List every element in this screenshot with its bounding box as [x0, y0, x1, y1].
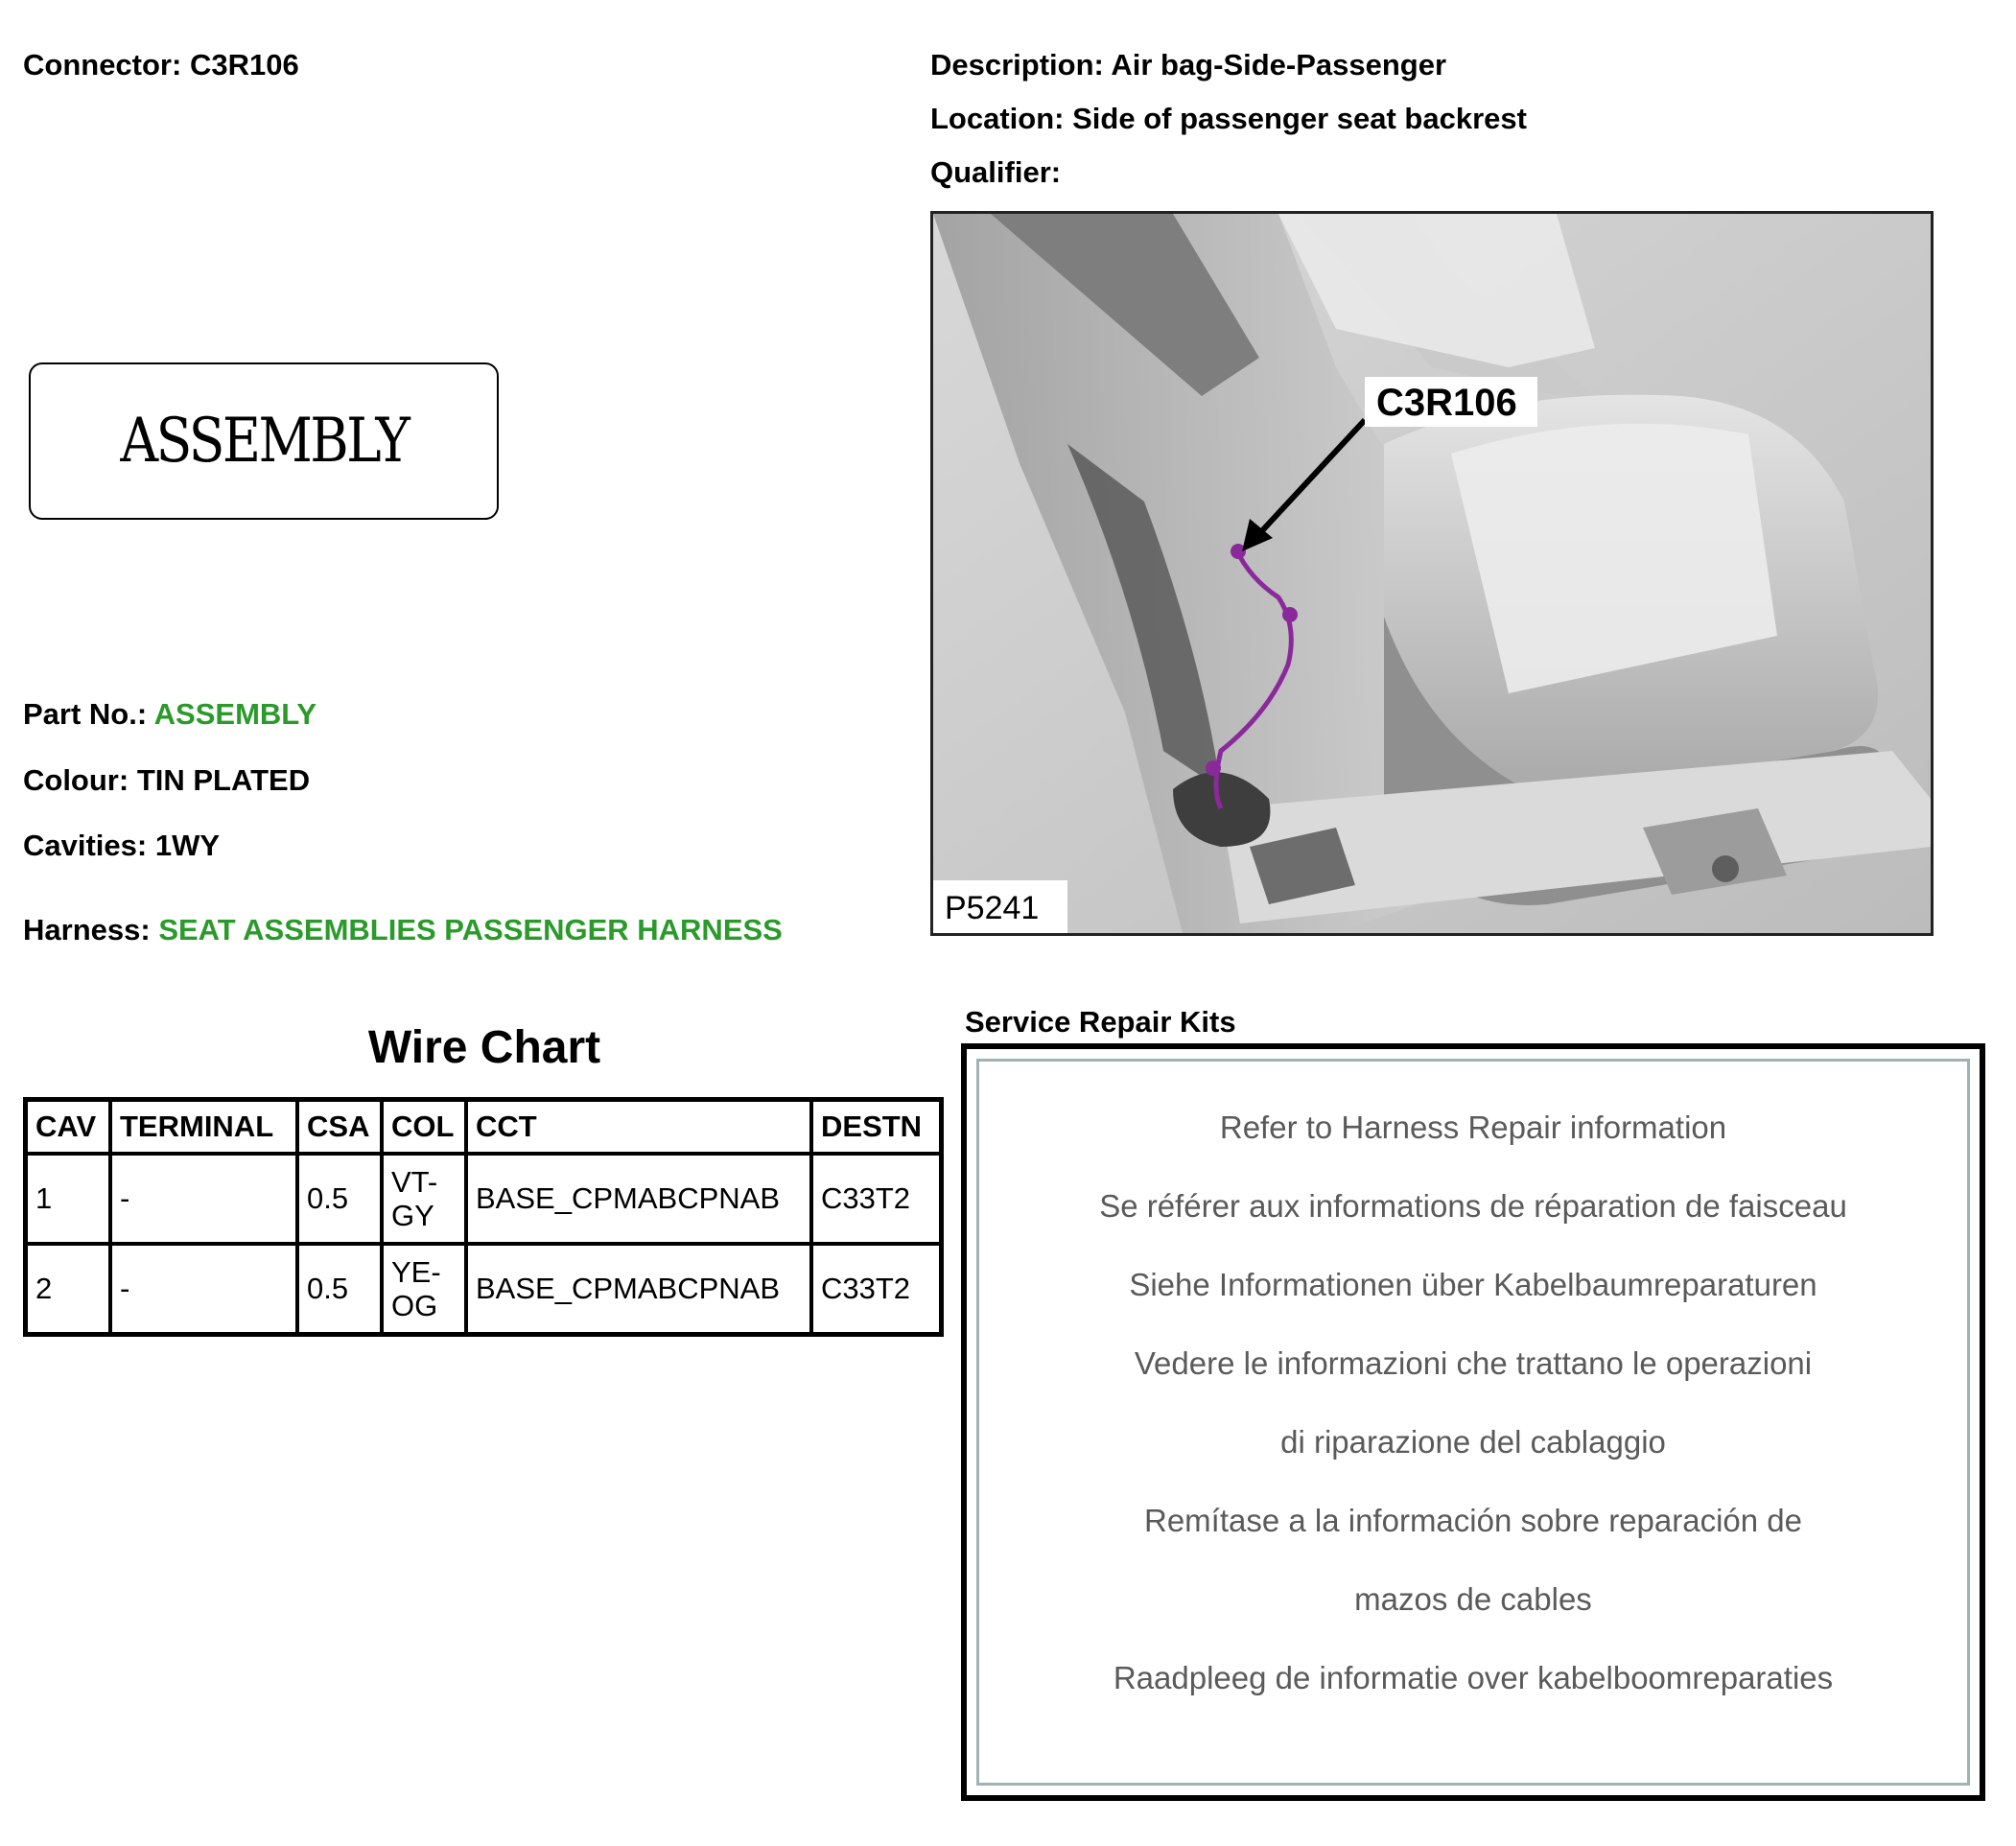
colour-label: Colour: — [23, 763, 129, 797]
colour-value: TIN PLATED — [136, 763, 311, 797]
cell-csa: 0.5 — [297, 1154, 382, 1244]
photo-code: P5241 — [945, 890, 1040, 926]
table-row — [26, 1154, 942, 1244]
cell-cav: 2 — [26, 1244, 111, 1335]
cavities-field — [23, 829, 220, 863]
assembly-box-text: ASSEMBLY — [120, 406, 408, 477]
cell-cct: BASE_CPMABCPNAB — [466, 1154, 811, 1244]
connector-field — [23, 48, 299, 82]
kit-line: mazos de cables — [1354, 1581, 1592, 1617]
col-part-1: YE- — [391, 1255, 441, 1289]
kit-line: Raadpleeg de informatie over kabelboomreparaties — [1113, 1660, 1834, 1695]
part-no-link[interactable]: ASSEMBLY — [153, 697, 317, 731]
kit-line: Remítase a la información sobre reparación de — [1143, 1503, 1803, 1538]
kit-line: Vedere le informazioni che trattano le operazioni — [1134, 1345, 1813, 1381]
cell-terminal: - — [110, 1154, 297, 1244]
cell-cav: 1 — [26, 1154, 111, 1244]
service-repair-kits-box — [961, 1043, 1985, 1801]
cell-col — [382, 1154, 466, 1244]
callout-label: C3R106 — [1376, 382, 1517, 424]
kit-line: di riparazione del cablaggio — [1280, 1424, 1666, 1460]
location-field — [930, 102, 1527, 136]
cell-terminal: - — [110, 1244, 297, 1335]
kit-line: Se référer aux informations de réparation de faisceau — [1099, 1188, 1847, 1224]
assembly-box — [29, 362, 499, 520]
header-cct: CCT — [466, 1100, 811, 1155]
wire-chart-table — [23, 1097, 944, 1337]
cavities-value: 1WY — [154, 829, 221, 862]
cavities-label: Cavities: — [23, 829, 148, 862]
cell-destn: C33T2 — [811, 1154, 942, 1244]
cell-destn: C33T2 — [811, 1244, 942, 1335]
kit-line: Siehe Informationen über Kabelbaumreparaturen — [1129, 1267, 1817, 1302]
description-value: Air bag-Side-Passenger — [1111, 48, 1447, 82]
part-no-label: Part No.: — [23, 697, 148, 731]
qualifier-field — [930, 155, 1061, 190]
header-cav: CAV — [26, 1100, 111, 1155]
service-repair-kits-inner — [976, 1059, 1970, 1786]
connector-value: C3R106 — [189, 48, 299, 82]
table-header-row — [26, 1100, 942, 1155]
cell-csa: 0.5 — [297, 1244, 382, 1335]
col-part-2: OG — [391, 1289, 438, 1322]
header-csa: CSA — [297, 1100, 382, 1155]
col-part-2: GY — [391, 1199, 434, 1232]
table-row — [26, 1244, 942, 1335]
header-terminal: TERMINAL — [110, 1100, 297, 1155]
service-repair-kits-title: Service Repair Kits — [965, 1005, 1236, 1039]
harness-label: Harness: — [23, 913, 151, 946]
harness-field — [23, 913, 783, 947]
seat-illustration — [933, 214, 1931, 933]
qualifier-label: Qualifier: — [930, 155, 1062, 189]
cell-cct: BASE_CPMABCPNAB — [466, 1244, 811, 1335]
kit-line: Refer to Harness Repair information — [1219, 1110, 1727, 1145]
wire-chart-title: Wire Chart — [367, 1022, 601, 1073]
connector-label: Connector: — [23, 48, 182, 82]
col-part-1: VT- — [391, 1165, 438, 1199]
description-field — [930, 48, 1446, 82]
colour-field — [23, 763, 310, 798]
harness-link[interactable]: SEAT ASSEMBLIES PASSENGER HARNESS — [158, 913, 783, 946]
header-destn: DESTN — [811, 1100, 942, 1155]
connector-location-image — [930, 211, 1934, 936]
location-label: Location: — [930, 102, 1065, 135]
cell-col — [382, 1244, 466, 1335]
location-value: Side of passenger seat backrest — [1072, 102, 1527, 135]
part-no-field — [23, 697, 316, 732]
description-label: Description: — [930, 48, 1104, 82]
header-col: COL — [382, 1100, 466, 1155]
